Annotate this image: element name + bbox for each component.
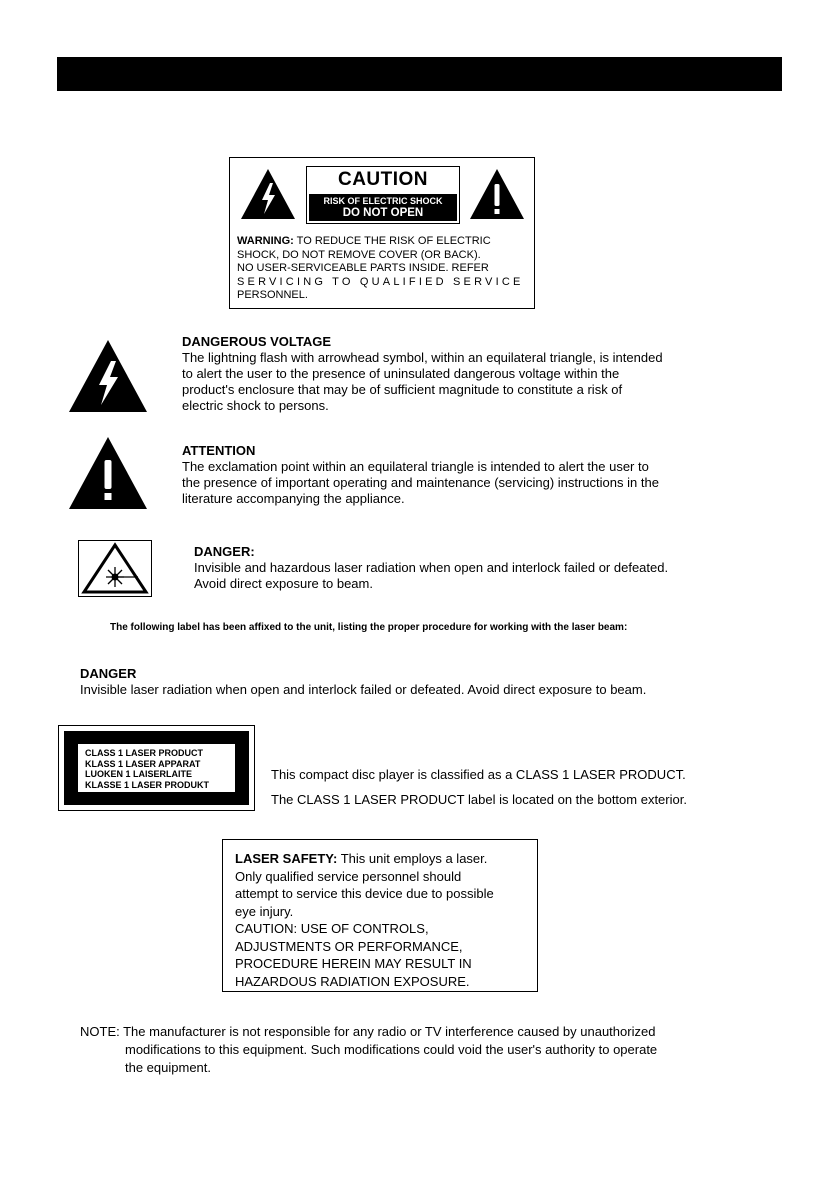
caution-warning-text <box>237 235 529 303</box>
laser-safety-label: LASER SAFETY: <box>235 851 338 866</box>
laser-safety-line: HAZARDOUS RADIATION EXPOSURE. <box>235 973 470 989</box>
laser-safety-first-line: This unit employs a laser. <box>337 851 488 866</box>
class1-desc-line-1: This compact disc player is classified as a CLASS 1 LASER PRODUCT. <box>271 767 686 782</box>
label-intro-text: The following label has been affixed to the unit, listing the proper procedure for working with the laser beam: <box>110 622 628 633</box>
header-bar <box>57 57 782 91</box>
danger-section <box>80 666 780 698</box>
dangerous-voltage-line: The lightning flash with arrowhead symbol, within an equilateral triangle, is intended <box>182 350 663 365</box>
danger-heading: DANGER <box>80 666 137 681</box>
class1-laser-label <box>58 725 255 811</box>
class1-label-line: KLASS 1 LASER APPARAT <box>85 758 201 769</box>
dangerous-voltage-line: to alert the user to the presence of uninsulated dangerous voltage within the <box>182 366 620 381</box>
laser-danger-line: Invisible and hazardous laser radiation when open and interlock failed or defeated. <box>194 560 669 575</box>
exclamation-warning-icon <box>468 167 526 221</box>
lightning-warning-icon <box>239 167 297 221</box>
class1-label-inner <box>78 744 235 792</box>
warning-line-2: SHOCK, DO NOT REMOVE COVER (OR BACK). <box>237 248 481 261</box>
laser-safety-line: eye injury. <box>235 903 294 919</box>
caution-label-box <box>229 157 535 309</box>
dangerous-voltage-line: product's enclosure that may be of sufficient magnitude to constitute a risk of <box>182 382 623 397</box>
class1-label-frame <box>64 731 249 805</box>
note-line-2: modifications to this equipment. Such modifications could void the user's authority to operate <box>125 1042 658 1057</box>
attention-line: The exclamation point within an equilateral triangle is intended to alert the user to <box>182 459 649 474</box>
caution-subtitle-1: RISK OF ELECTRIC SHOCK <box>323 196 443 206</box>
attention-line: literature accompanying the appliance. <box>182 491 405 506</box>
laser-warning-icon <box>78 540 152 597</box>
attention-line: the presence of important operating and maintenance (servicing) instructions in the <box>182 475 659 490</box>
warning-label: WARNING: <box>237 235 294 247</box>
warning-line-3: NO USER-SERVICEABLE PARTS INSIDE. REFER <box>237 262 489 275</box>
laser-safety-line: PROCEDURE HEREIN MAY RESULT IN <box>235 956 472 971</box>
lightning-triangle-icon <box>68 339 148 413</box>
warning-line-1: TO REDUCE THE RISK OF ELECTRIC <box>293 235 491 247</box>
laser-danger-line: Avoid direct exposure to beam. <box>194 576 373 591</box>
class1-label-line: CLASS 1 LASER PRODUCT <box>85 748 204 758</box>
warning-line-4: SERVICING TO QUALIFIED SERVICE <box>237 275 524 288</box>
dangerous-voltage-heading: DANGEROUS VOLTAGE <box>182 334 332 349</box>
note-line-1: NOTE: The manufacturer is not responsible for any radio or TV interference caused by unauthorized <box>80 1024 656 1039</box>
laser-safety-line: CAUTION: USE OF CONTROLS, <box>235 921 429 936</box>
caution-title-box <box>306 166 460 224</box>
caution-title: CAUTION <box>337 169 429 190</box>
laser-danger-heading: DANGER: <box>194 544 255 559</box>
class1-label-line: LUOKEN 1 LAISERLAITE <box>85 769 193 779</box>
caution-subtitle-2: DO NOT OPEN <box>342 207 424 219</box>
attention-heading: ATTENTION <box>182 443 256 458</box>
warning-line-5: PERSONNEL. <box>237 289 308 302</box>
laser-safety-line: ADJUSTMENTS OR PERFORMANCE, <box>235 938 463 954</box>
laser-danger-section <box>194 544 754 592</box>
danger-text: Invisible laser radiation when open and interlock failed or defeated. Avoid direct exposure to beam. <box>80 682 647 697</box>
exclamation-triangle-icon <box>68 436 148 510</box>
note-line-3: the equipment. <box>125 1060 212 1075</box>
class1-label-line: KLASSE 1 LASER PRODUKT <box>85 779 210 790</box>
class1-desc-line-2: The CLASS 1 LASER PRODUCT label is located on the bottom exterior. <box>271 792 687 807</box>
dangerous-voltage-line: electric shock to persons. <box>182 398 329 413</box>
caution-subtitle-band <box>309 194 457 221</box>
laser-safety-line: attempt to service this device due to possible <box>235 886 494 901</box>
laser-safety-box <box>222 839 538 992</box>
attention-section <box>182 443 742 507</box>
dangerous-voltage-section <box>182 334 742 414</box>
laser-safety-line: Only qualified service personnel should <box>235 868 462 884</box>
